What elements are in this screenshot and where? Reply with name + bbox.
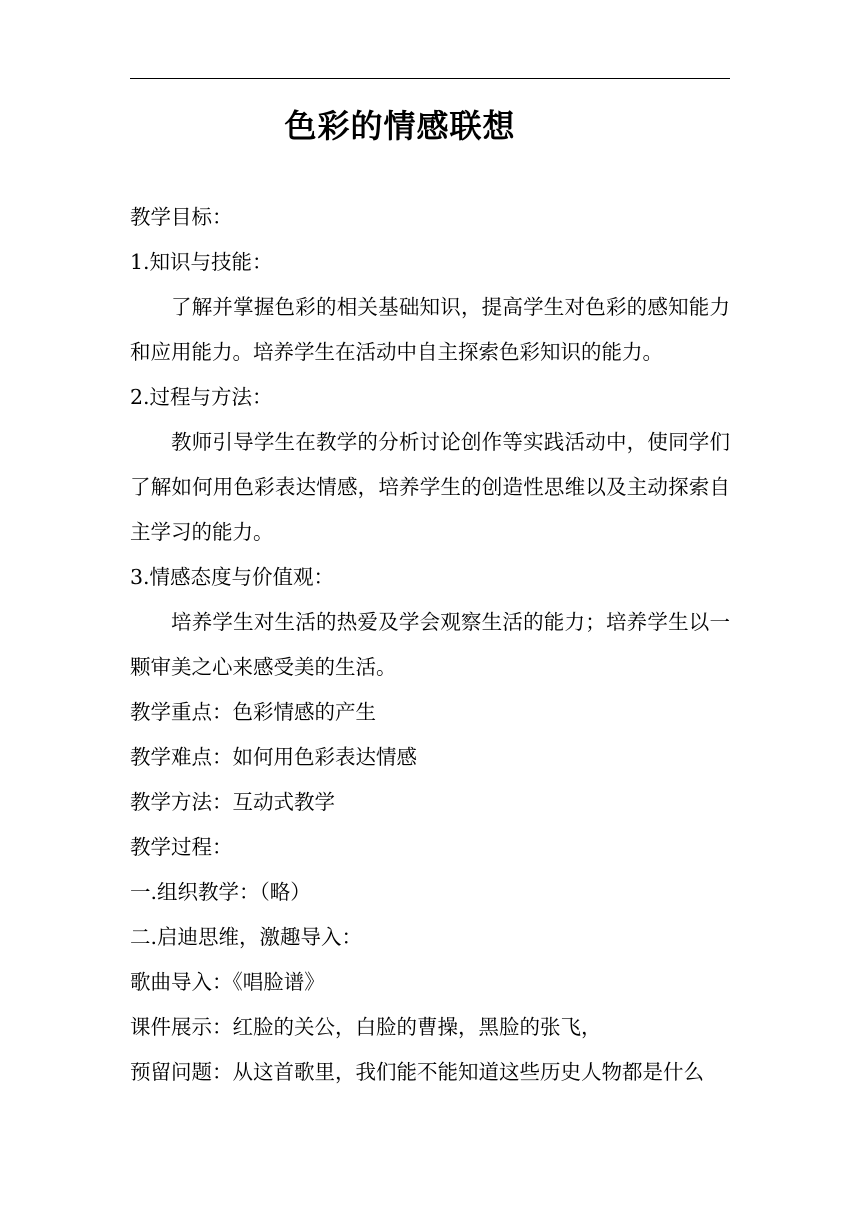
section-heading-knowledge: 1.知识与技能： bbox=[130, 250, 273, 274]
header-rule bbox=[130, 78, 730, 79]
section-body-knowledge: 了解并掌握色彩的相关基础知识，提高学生对色彩的感知能力和应用能力。培养学生在活动中自主探索色彩知识的能力。 bbox=[130, 295, 730, 364]
section-heading-process: 2.过程与方法： bbox=[130, 385, 273, 409]
reserved-question: 预留问题：从这首歌里，我们能不能知道这些历史人物都是什么 bbox=[130, 1060, 704, 1084]
section-body-process: 教师引导学生在教学的分析讨论创作等实践活动中，使同学们了解如何用色彩表达情感，培养学生的创造性思维以及主动探索自主学习的能力。 bbox=[130, 430, 730, 544]
section-body-values: 培养学生对生活的热爱及学会观察生活的能力；培养学生以一颗审美之心来感受美的生活。 bbox=[130, 610, 730, 679]
courseware-display: 课件展示：红脸的关公，白脸的曹操，黑脸的张飞， bbox=[130, 1015, 602, 1039]
document-title: 色彩的情感联想 bbox=[284, 107, 516, 145]
objectives-heading: 教学目标： bbox=[130, 205, 233, 229]
step-organize: 一.组织教学：（略） bbox=[130, 880, 311, 904]
step-inspire: 二.启迪思维，激趣导入： bbox=[130, 925, 363, 949]
key-point: 教学重点：色彩情感的产生 bbox=[130, 700, 376, 724]
song-intro: 歌曲导入：《唱脸谱》 bbox=[130, 970, 325, 994]
document-body bbox=[130, 195, 730, 1095]
section-heading-values: 3.情感态度与价值观： bbox=[130, 565, 335, 589]
teaching-method: 教学方法：互动式教学 bbox=[130, 790, 335, 814]
process-heading: 教学过程： bbox=[130, 835, 233, 859]
difficult-point: 教学难点：如何用色彩表达情感 bbox=[130, 745, 417, 769]
